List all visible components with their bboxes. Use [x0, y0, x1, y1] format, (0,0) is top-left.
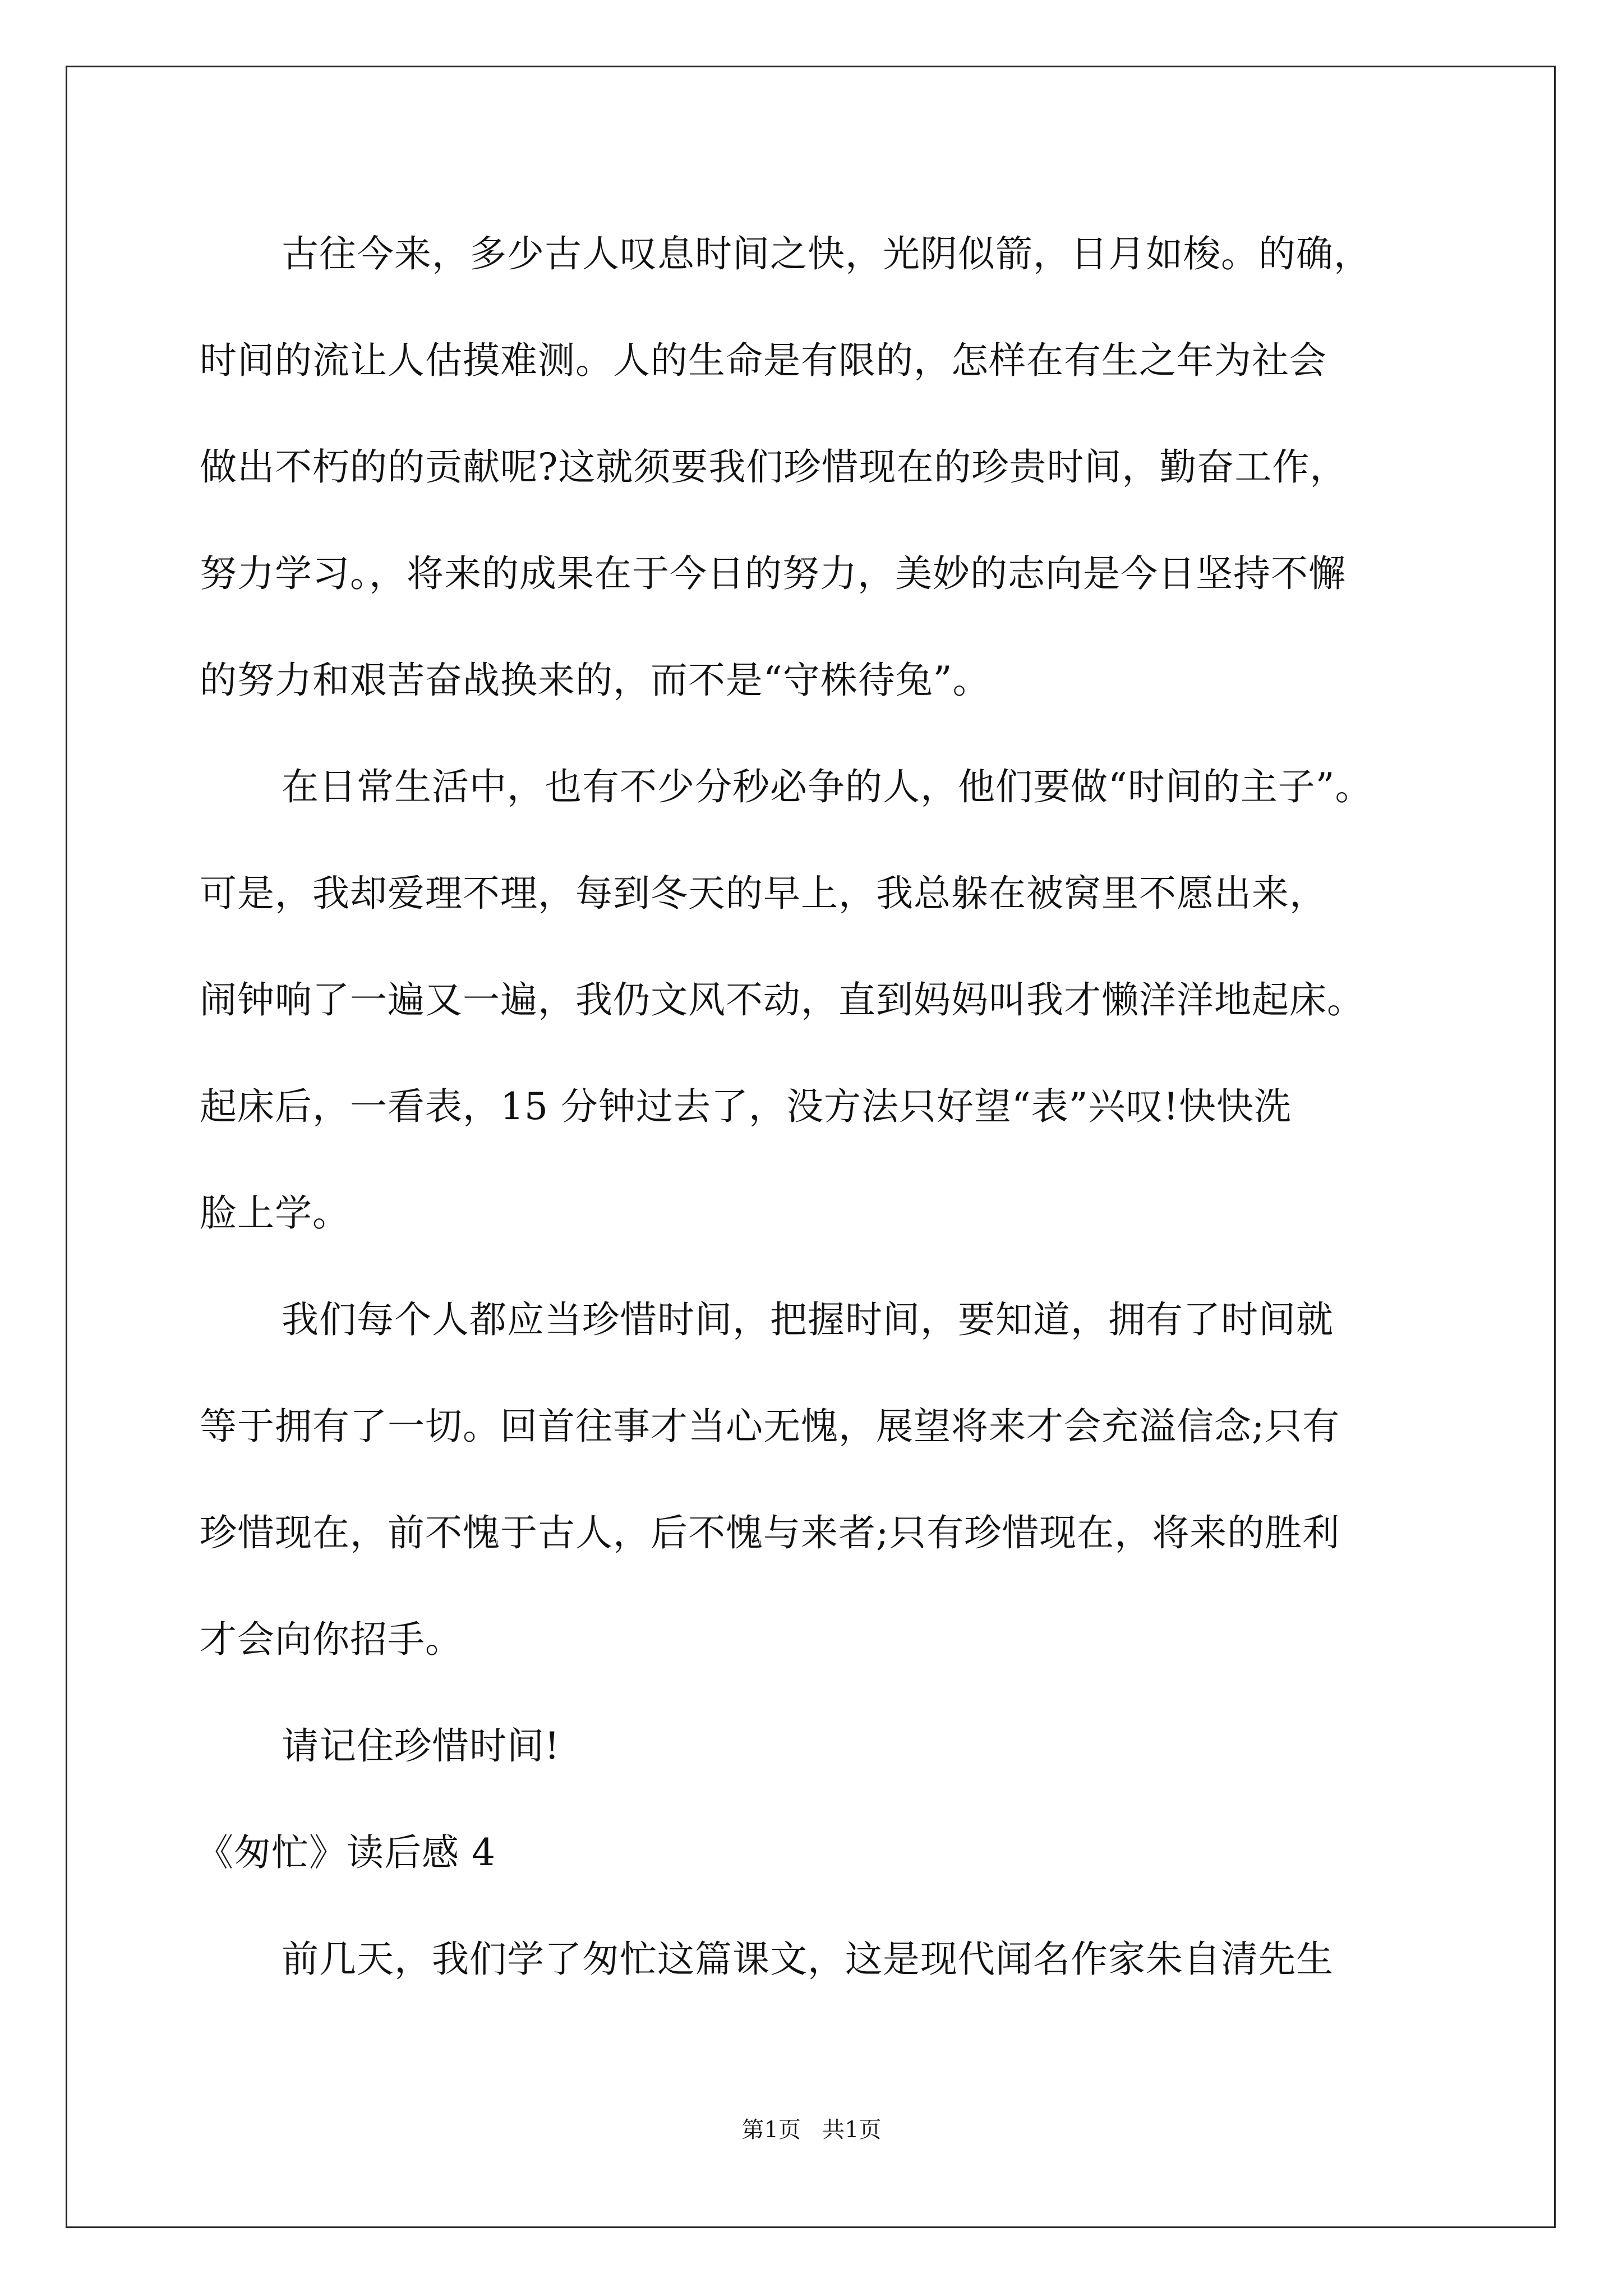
paragraph-line: 努力学习。，将来的成果在于今日的努力，美妙的志向是今日坚持不懈: [200, 552, 1346, 595]
paragraph-line: 才会向你招手。: [200, 1618, 463, 1661]
page-border: [66, 66, 1556, 2228]
section-heading: 《匆忙》读后感 4: [196, 1831, 496, 1874]
paragraph-line: 古往今来，多少古人叹息时间之快，光阴似箭，日月如梭。的确，: [282, 232, 1371, 275]
paragraph-line: 做出不朽的的贡献呢?这就须要我们珍惜现在的珍贵时间，勤奋工作，: [200, 445, 1348, 489]
paragraph-line: 我们每个人都应当珍惜时间，把握时间，要知道，拥有了时间就: [282, 1298, 1334, 1341]
paragraph-line: 闹钟响了一遍又一遍，我仍文风不动，直到妈妈叫我才懒洋洋地起床。: [200, 978, 1364, 1022]
paragraph-line: 等于拥有了一切。回首往事才当心无愧，展望将来才会充溢信念;只有: [200, 1405, 1340, 1448]
paragraph-line: 时间的流让人估摸难测。人的生命是有限的，怎样在有生之年为社会: [200, 339, 1327, 382]
paragraph-line: 脸上学。: [200, 1191, 350, 1235]
paragraph-line: 请记住珍惜时间!: [282, 1724, 560, 1768]
paragraph-line: 的努力和艰苦奋战换来的，而不是“守株待兔”。: [200, 659, 990, 702]
paragraph-line: 起床后，一看表，15 分钟过去了，没方法只好望“表”兴叹!快快洗: [200, 1085, 1292, 1128]
paragraph-line: 在日常生活中，也有不少分秒必争的人，他们要做“时间的主子”。: [282, 765, 1373, 808]
paragraph-line: 珍惜现在，前不愧于古人，后不愧与来者;只有珍惜现在，将来的胜利: [200, 1511, 1340, 1554]
paragraph-line: 可是，我却爱理不理，每到冬天的早上，我总躲在被窝里不愿出来，: [200, 872, 1327, 915]
paragraph-line: 前几天，我们学了匆忙这篇课文，这是现代闻名作家朱自清先生: [282, 1938, 1334, 1981]
page-footer: 第1页 共1页: [741, 2117, 882, 2143]
